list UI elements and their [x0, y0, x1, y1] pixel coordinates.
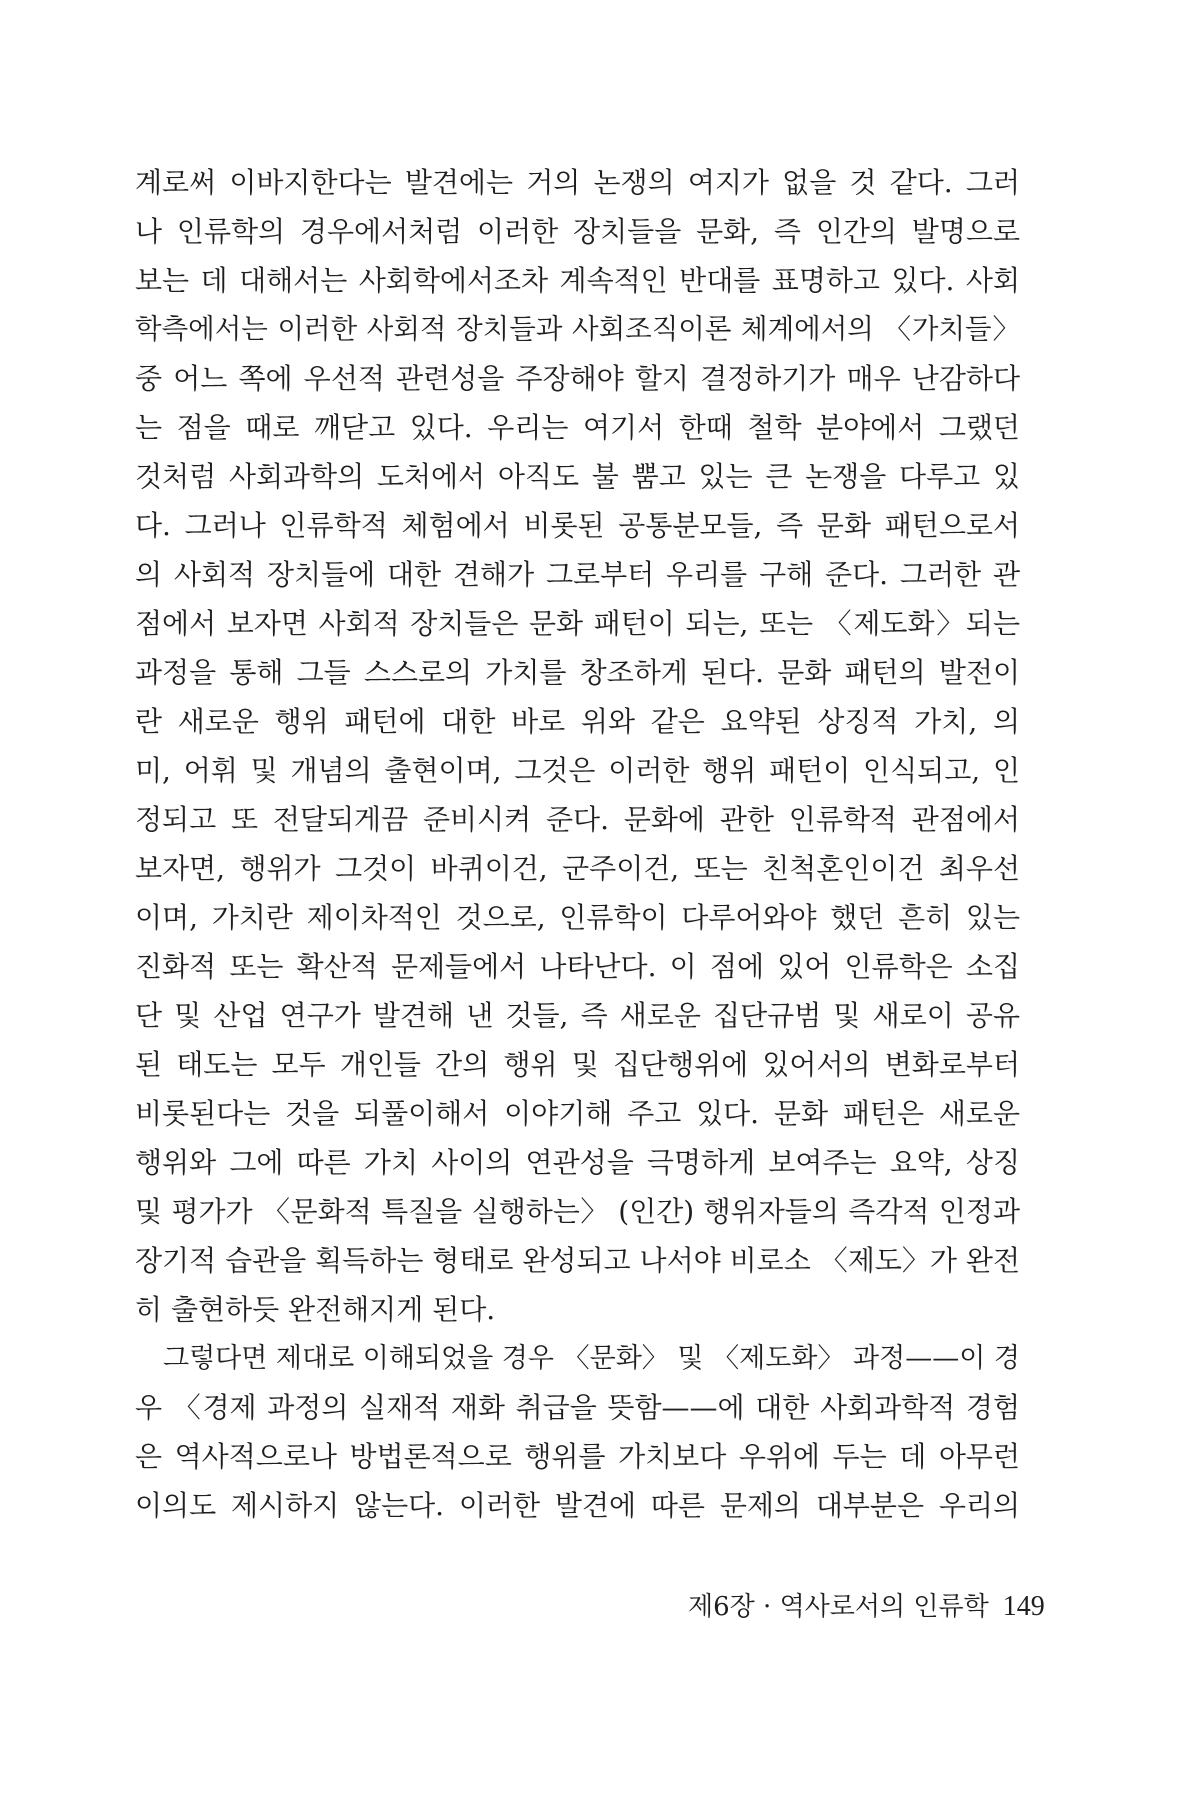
text-line: 다. 그러나 인류학적 체험에서 비롯된 공통분모들, 즉 문화 패턴으로서	[135, 509, 1020, 542]
text-line: 것처럼 사회과학의 도처에서 아직도 불 뿜고 있는 큰 논쟁을 다루고 있	[135, 460, 1020, 493]
text-line: 나 인류학의 경우에서처럼 이러한 장치들을 문화, 즉 인간의 발명으로	[135, 215, 1020, 248]
text-line: 진화적 또는 확산적 문제들에서 나타난다. 이 점에 있어 인류학은 소집	[135, 950, 1020, 983]
body-text	[135, 158, 1020, 1530]
text-line: 우 〈경제 과정의 실재적 재화 취급을 뜻함——에 대한 사회과학적 경험	[135, 1391, 1020, 1424]
text-line: 보는 데 대해서는 사회학에서조차 계속적인 반대를 표명하고 있다. 사회	[135, 264, 1020, 297]
paragraph-start-line: 그렇다면 제대로 이해되었을 경우 〈문화〉 및 〈제도화〉 과정——이 경	[163, 1343, 1020, 1374]
text-line: 란 새로운 행위 패턴에 대한 바로 위와 같은 요약된 상징적 가치, 의	[135, 705, 1020, 738]
text-line: 된 태도는 모두 개인들 간의 행위 및 집단행위에 있어서의 변화로부터	[135, 1048, 1020, 1081]
text-line: 미, 어휘 및 개념의 출현이며, 그것은 이러한 행위 패턴이 인식되고, 인	[135, 754, 1020, 787]
text-line: 이의도 제시하지 않는다. 이러한 발견에 따른 문제의 대부분은 우리의	[135, 1489, 1020, 1522]
text-line: 보자면, 행위가 그것이 바퀴이건, 군주이건, 또는 친척혼인이건 최우선	[135, 852, 1020, 885]
text-line: 계로써 이바지한다는 발견에는 거의 논쟁의 여지가 없을 것 같다. 그러	[135, 166, 1020, 199]
text-line: 학측에서는 이러한 사회적 장치들과 사회조직이론 체계에서의 〈가치들〉	[135, 313, 1020, 345]
text-line: 및 평가가 〈문화적 특질을 실행하는〉 (인간) 행위자들의 즉각적 인정과	[135, 1195, 1020, 1228]
text-line: 단 및 산업 연구가 발견해 낸 것들, 즉 새로운 집단규범 및 새로이 공유	[135, 999, 1020, 1032]
text-line: 은 역사적으로나 방법론적으로 행위를 가치보다 우위에 두는 데 아무런	[135, 1440, 1020, 1473]
page-number: 149	[1002, 1591, 1045, 1622]
text-line: 정되고 또 전달되게끔 준비시켜 준다. 문화에 관한 인류학적 관점에서	[135, 803, 1020, 836]
text-line: 중 어느 쪽에 우선적 관련성을 주장해야 할지 결정하기가 매우 난감하다	[135, 362, 1020, 395]
text-line: 점에서 보자면 사회적 장치들은 문화 패턴이 되는, 또는 〈제도화〉되는	[135, 607, 1020, 640]
text-line: 의 사회적 장치들에 대한 견해가 그로부터 우리를 구해 준다. 그러한 관	[135, 558, 1020, 591]
running-head: 제6장 · 역사로서의 인류학	[688, 1592, 989, 1622]
page-footer	[688, 1590, 1045, 1624]
paragraph-end-line: 히 출현하듯 완전해지게 된다.	[135, 1293, 496, 1326]
text-line: 는 점을 때로 깨닫고 있다. 우리는 여기서 한때 철학 분야에서 그랬던	[135, 411, 1020, 444]
text-line: 장기적 습관을 획득하는 형태로 완성되고 나서야 비로소 〈제도〉가 완전	[135, 1244, 1020, 1277]
text-line: 이며, 가치란 제이차적인 것으로, 인류학이 다루어와야 했던 흔히 있는	[135, 901, 1020, 934]
text-line: 비롯된다는 것을 되풀이해서 이야기해 주고 있다. 문화 패턴은 새로운	[135, 1097, 1020, 1130]
text-line: 과정을 통해 그들 스스로의 가치를 창조하게 된다. 문화 패턴의 발전이	[135, 656, 1020, 689]
text-line: 행위와 그에 따른 가치 사이의 연관성을 극명하게 보여주는 요약, 상징	[135, 1146, 1020, 1179]
